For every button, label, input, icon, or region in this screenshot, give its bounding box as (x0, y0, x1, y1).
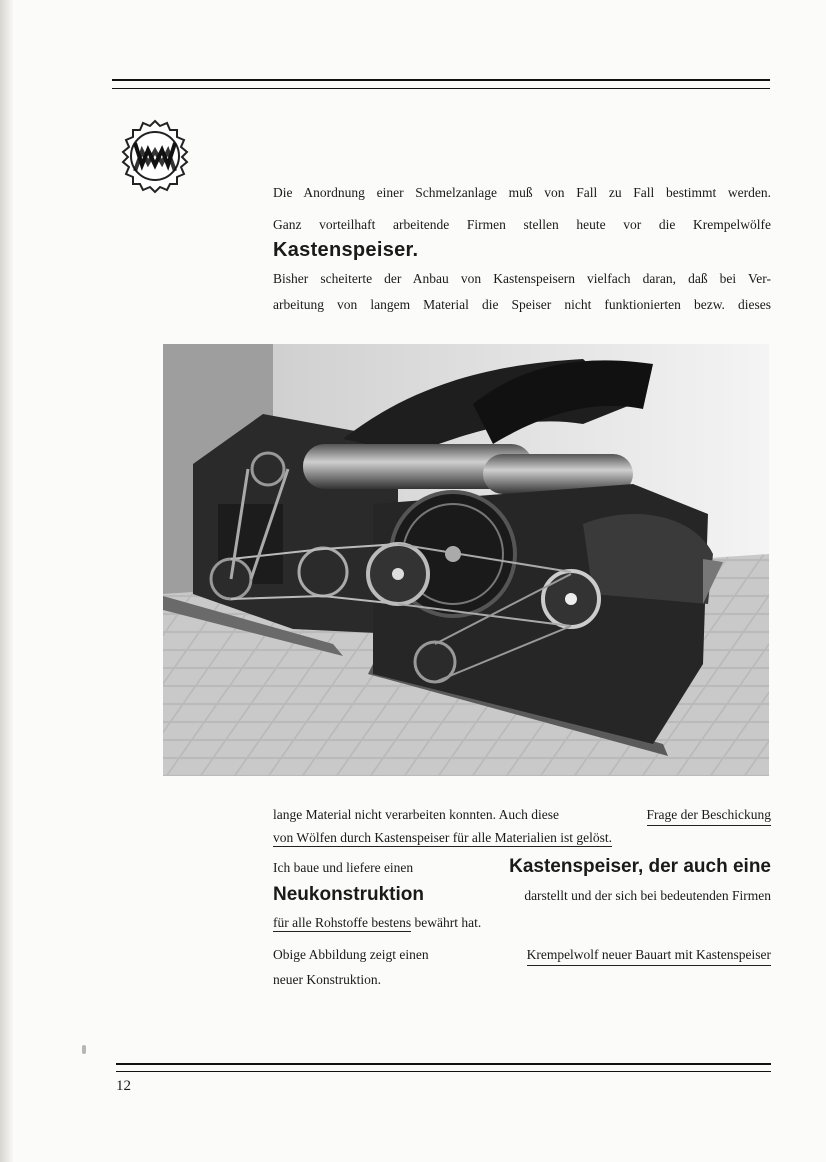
paragraph-5-bold-b: Neukonstruktion (273, 884, 424, 905)
paragraph-5-text-a: Ich baue und liefere einen (273, 860, 414, 875)
paragraph-5-line-3 (273, 914, 771, 932)
paragraph-5-underlined: für alle Rohstoffe bestens (273, 915, 412, 930)
paragraph-4-underlined-a: Frage der Beschickung (647, 806, 771, 826)
header-rule-thick (112, 79, 770, 81)
heading-kastenspeiser: Kastenspeiser. (273, 239, 419, 261)
paragraph-4-underlined-b: von Wölfen durch Kastenspeiser für alle Materialien ist gelöst. (273, 830, 613, 845)
paragraph-5-line-2 (273, 886, 771, 905)
paragraph-3-line-2: arbeitung von langem Material die Speiser nicht funktionierten bezw. dieses (273, 297, 771, 312)
paragraph-4-line-2 (273, 829, 771, 847)
paragraph-6-line-2: neuer Konstruktion. (273, 972, 381, 987)
paragraph-6-line-1 (273, 946, 771, 966)
paragraph-4-text-a: lange Material nicht verarbeiten konnten. Auch diese (273, 807, 560, 822)
paragraph-3-line-1: Bisher scheiterte der Anbau von Kastenspeisern vielfach daran, daß bei Ver- (273, 271, 771, 286)
paper-speck (82, 1045, 86, 1054)
machine-photo (163, 344, 769, 776)
paragraph-4-line-1 (273, 806, 771, 826)
wm-gear-logo-icon (117, 118, 193, 194)
paragraph-6-underlined: Krempelwolf neuer Bauart mit Kastenspeiser (527, 946, 771, 966)
paragraph-5-text-b: darstellt und der sich bei bedeutenden Firmen (524, 888, 771, 903)
paragraph-5-line-1 (273, 858, 771, 877)
paragraph-6-text-a: Obige Abbildung zeigt einen (273, 947, 429, 962)
header-rule-thin (112, 88, 770, 89)
paragraph-5-text-c: bewährt hat. (414, 915, 482, 930)
footer-rule-thin (116, 1071, 771, 1072)
paragraph-2: Ganz vorteilhaft arbeitende Firmen stellen heute vor die Krempelwölfe (273, 217, 771, 232)
page-edge-shadow (0, 0, 14, 1162)
footer-rule-thick (116, 1063, 771, 1065)
page-number: 12 (116, 1078, 131, 1094)
paragraph-1: Die Anordnung einer Schmelzanlage muß von Fall zu Fall bestimmt werden. (273, 185, 771, 200)
paragraph-5-bold-a: Kastenspeiser, der auch eine (509, 856, 771, 877)
